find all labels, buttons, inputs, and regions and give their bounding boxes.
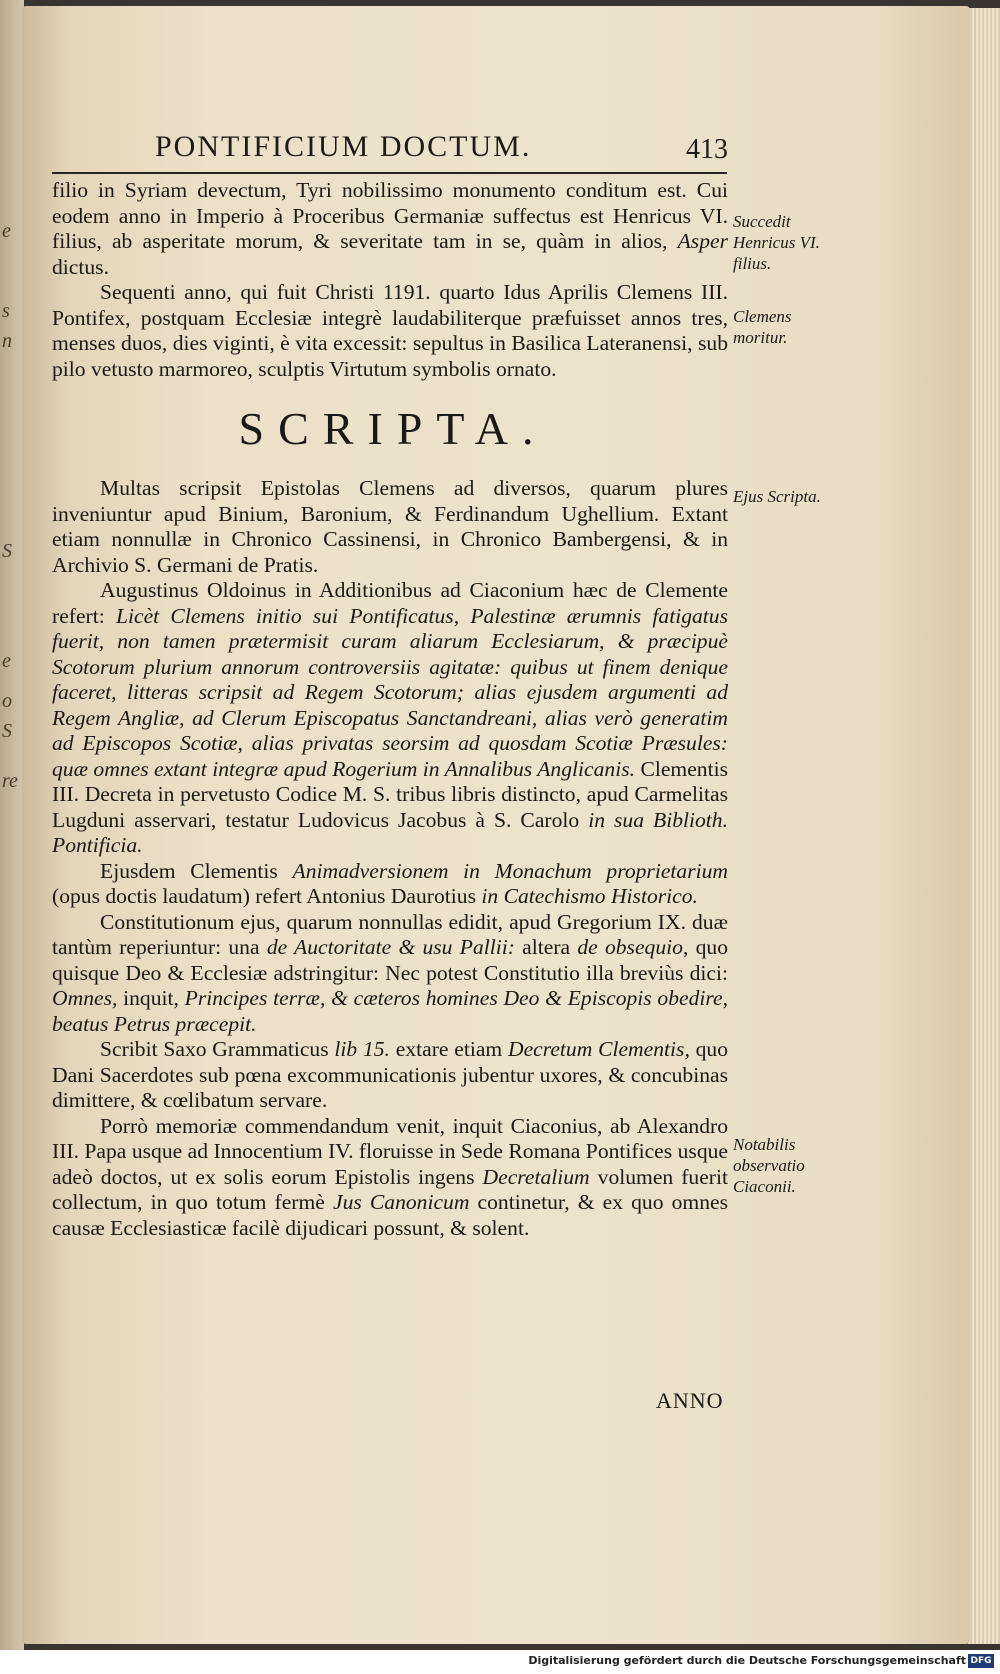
paragraph-6: Constitutionum ejus, quarum nonnullas edidit, apud Gregorium IX. duæ tantùm reperiuntur: una de Auctoritate & usu Pallii: altera de obsequio, quo quisque Deo & Ecclesiæ adstringitur: Nec potest Constitutio illa breviùs dici: Omnes, inquit, Principes terræ, & cæteros homines Deo & Episcopis obedire, beatus Petrus præcepit. [52, 909, 728, 1036]
catchword: ANNO [656, 1388, 724, 1413]
edge-fragment: e [2, 220, 11, 242]
previous-page-edge [0, 0, 24, 1650]
edge-fragment: S [2, 720, 12, 742]
margin-note-clemens-moritur: Clemens moritur. [733, 307, 792, 347]
margin-note-ejus-scripta: Ejus Scripta. [733, 487, 821, 506]
edge-fragment: n [2, 330, 12, 352]
margin-note-succedit: Succedit Henricus VI. filius. [733, 212, 820, 273]
dfg-logo: DFG [968, 1654, 994, 1668]
paragraph-2: Sequenti anno, qui fuit Christi 1191. quarto Idus Aprilis Clemens III. Pontifex, postquam Ecclesiæ integrè laudabiliterque præfuisset annos tres, menses duos, dies viginti, è vita excessit: sepultus in Basilica Lateranensi, sub pilo vetusto marmoreo, sculptis Virtutum symbolis ornato. [52, 280, 728, 381]
edge-fragment: S [2, 540, 12, 562]
page-number: 413 [686, 134, 728, 165]
edge-fragment: s [2, 300, 10, 322]
edge-fragment: o [2, 690, 12, 712]
digitization-credit: Digitalisierung gefördert durch die Deutsche Forschungsgemeinschaft [528, 1654, 966, 1667]
paragraph-1: filio in Syriam devectum, Tyri nobilissimo monumento conditum est. Cui eodem anno in Imperio à Proceribus Germaniæ suffectus est Henricus VI. filius, ab asperitate morum, & severitate tam in se, quàm in alios, Asper dictus. [52, 178, 728, 279]
paragraph-5: Ejusdem Clementis Animadversionem in Monachum proprietarium (opus doctis laudatum) refert Antonius Daurotius in Catechismo Historico. [52, 858, 728, 908]
paragraph-8: Porrò memoriæ commendandum venit, inquit Ciaconius, ab Alexandro III. Papa usque ad Innocentium IV. floruisse in Sede Romana Pontifices usque adeò doctos, ut ex solis eorum Epistolis ingens Decretalium volumen fuerit collectum, in quo totum fermè Jus Canonicum continetur, & ex quo omnes causæ Ecclesiasticæ facilè dijudicari possunt, & solent. [52, 1113, 728, 1240]
margin-note-notabilis: Notabilis observatio Ciaconii. [733, 1135, 805, 1196]
running-head: PONTIFICIUM DOCTUM. [155, 130, 532, 163]
paragraph-3: Multas scripsit Epistolas Clemens ad diversos, quarum plures inveniuntur apud Binium, Baronium, & Ferdinandum Ughellium. Extant etiam nonnullæ in Chronico Cassinensi, in Chronico Bambergensi, & in Archivio S. Germani de Pratis. [52, 476, 728, 577]
paragraph-4: Augustinus Oldoinus in Additionibus ad Ciaconium hæc de Clemente refert: Licèt Clemens initio sui Pontificatus, Palestinæ ærumnis fatigatus fuerit, non tamen prætermisit curam aliarum Ecclesiarum, & præcipuè Scotorum plurium annorum controversiis agitatæ: quibus ut finem denique faceret, litteras scripsit ad Regem Scotorum; alias ejusdem argumenti ad Regem Angliæ, ad Clerum Episcopatus Sanctandreani, alias verò generatim ad Episcopos Scotiæ, alias privatas seorsim ad quosdam Scotiæ Præsules: quæ omnes extant integræ apud Rogerium in Annalibus Anglicanis. Clementis III. Decreta in pervetusto Codice M. S. tribus libris distincto, apud Carmelitas Lugduni asservari, testatur Ludovicus Jacobus à S. Carolo in sua Biblioth. Pontificia. [52, 578, 729, 857]
footer-bar [0, 1650, 1000, 1674]
paragraph-7: Scribit Saxo Grammaticus lib 15. extare etiam Decretum Clementis, quo Dani Sacerdotes sub pœna excommunicationis jubentur uxores, & concubinas dimittere, & cœlibatum servare. [52, 1037, 728, 1112]
header-rule [52, 172, 727, 174]
edge-fragment: e [2, 650, 11, 672]
main-text [52, 178, 728, 1241]
page-edges [968, 8, 1000, 1644]
edge-fragment: re [2, 770, 18, 792]
section-heading: SCRIPTA. [238, 403, 548, 454]
